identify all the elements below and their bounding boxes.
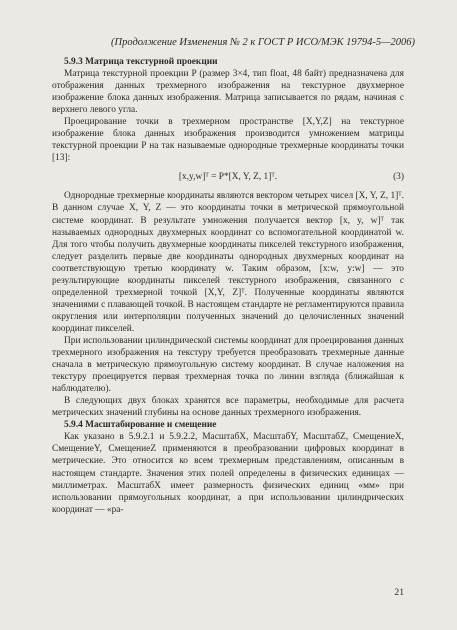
paragraph: При использовании цилиндрической системы координат для проецирования данных трехмерного изображения на текстуру требуется преобразовать трехмерные данные сначала в метрическую прямоугольную систему координат. В случае наложения на текстуру проецируется первая трехмерная точка по линии взгляда (ближайшая к наблюдателю).: [52, 335, 404, 395]
paragraph: Проецирование точки в трехмерном пространстве [X,Y,Z] на текстурное изображение блока данных изображения производится умножением матрицы текстурной проекции P на так называемые однородные трехмерные координаты точки [13]:: [52, 117, 404, 164]
section-heading-5-9-3: 5.9.3 Матрица текстурной проекции: [64, 57, 218, 67]
paragraph: В следующих двух блоках хранятся все параметры, необходимые для расчета метрических значений глубины на основе данных трехмерного изображения.: [52, 396, 404, 419]
paragraph: Матрица текстурной проекции P (размер 3×4, тип float, 48 байт) предназначена для отображения данных трехмерного изображения на текстурное двухмерное изображение блока данных изображения. Матрица записывается по рядам, начиная с верхнего левого угла.: [52, 69, 404, 116]
page-content: [52, 56, 404, 516]
running-header: (Продолжение Изменения № 2 к ГОСТ Р ИСО/МЭК 19794-5—2006): [111, 37, 415, 48]
equation: [52, 164, 404, 190]
equation-number: (3): [393, 172, 404, 183]
paragraph: Как указано в 5.9.2.1 и 5.9.2.2, МасштабX, МасштабY, МасштабZ, СмещениеX, СмещениеY, СмещениеZ применяются в преобразовании цифровых координат в метрические. Это относится ко всем трехмерным представлениям, описанным в настоящем стандарте. Значения этих полей определены в физических единицах — миллиметрах. МасштабX имеет размерность физических единиц «мм» при использовании прямоугольных координат, а при использовании цилиндрических координат — «ра-: [52, 432, 404, 515]
paragraph: Однородные трехмерные координаты являются вектором четырех чисел [X, Y, Z, 1]ᵀ. В данном случае X, Y, Z — это координаты точки в метрической прямоугольной системе координат. В результате умножения получается вектор [x, y, w]ᵀ так называемых однородных двухмерных координат со вспомогательной координатой w. Для того чтобы получить двухмерные координаты пикселей текстурного изображения, следует разделить первые две координаты однородных двухмерных координат на соответствующую третью координату w. Таким образом, [x:w, y:w] — это результирующие координаты пикселей текстурного изображения, связанного с определенной трехмерной точкой [X,Y, Z]ᵀ. Полученные координаты являются значениями с плавающей точкой. В настоящем стандарте не регламентируются правила округления или интерполяции полученных значений до целочисленных значений координат пикселей.: [52, 191, 404, 334]
equation-expression: [x,y,w]ᵀ = P*[X, Y, Z, 1]ᵀ.: [178, 172, 278, 183]
section-heading-5-9-4: 5.9.4 Масштабирование и смещение: [64, 420, 217, 431]
page-number: 21: [394, 587, 404, 598]
